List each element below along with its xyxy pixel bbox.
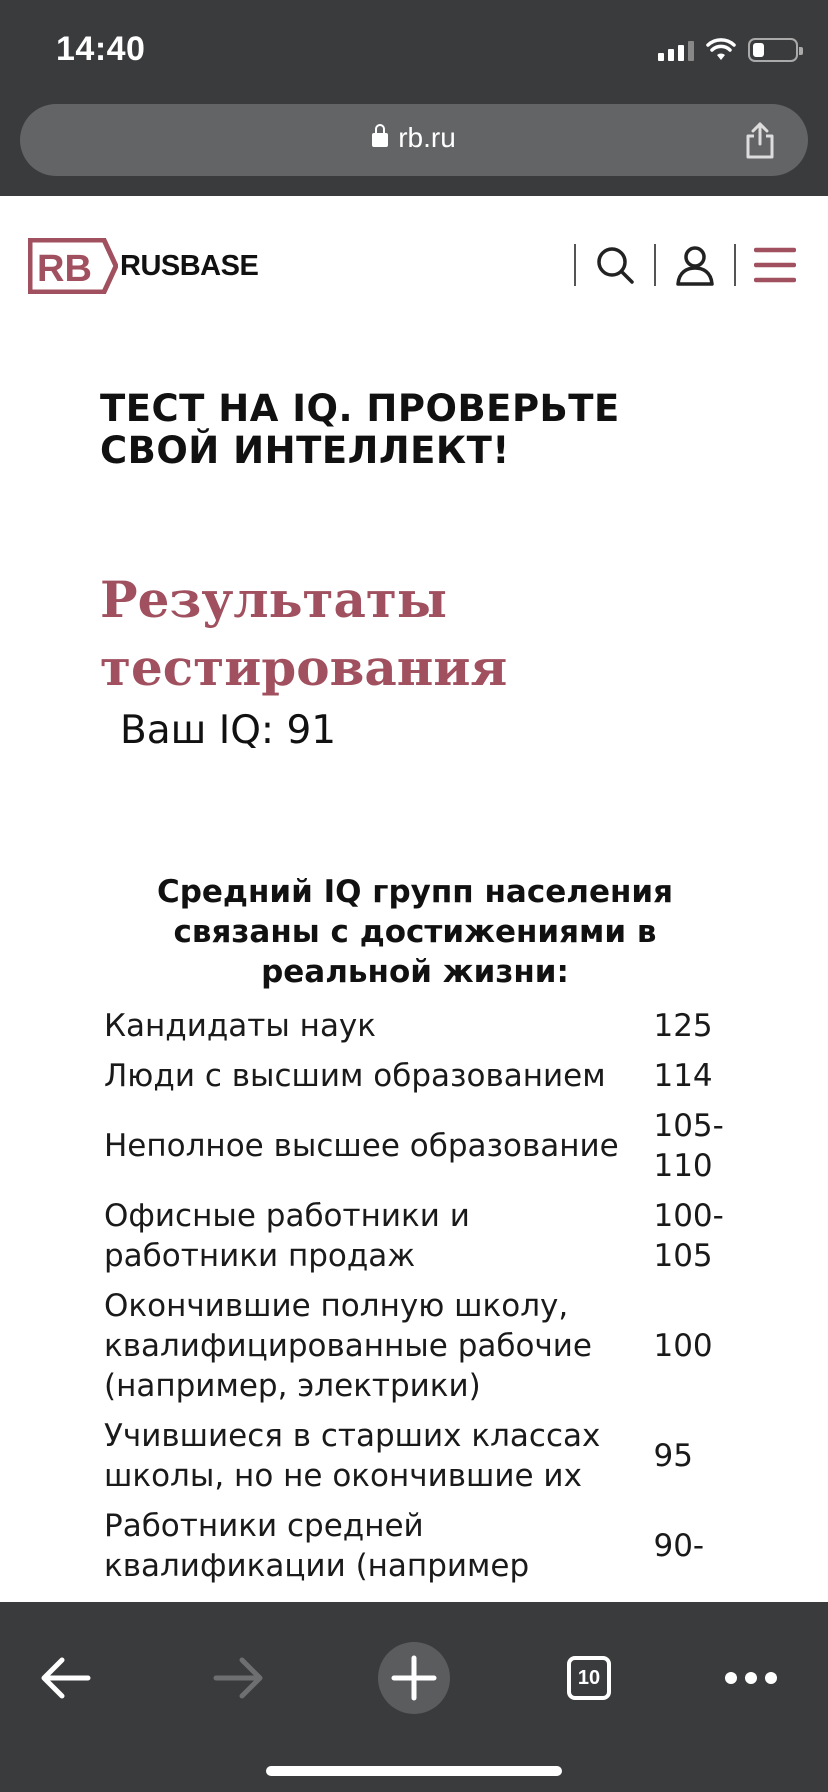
divider [574, 244, 576, 286]
status-time: 14:40 [56, 30, 146, 68]
your-iq-result: Ваш IQ: 91 [120, 708, 337, 753]
groups-title: Средний IQ групп населения связаны с достижениями в реальной жизни: [156, 874, 674, 990]
test-title: ТЕСТ НА IQ. ПРОВЕРЬТЕ СВОЙ ИНТЕЛЛЕКТ! [100, 387, 620, 472]
address-text[interactable] [20, 122, 808, 154]
url-label: rb.ru [398, 122, 456, 153]
divider [734, 244, 736, 286]
group-label: Кандидаты наук [104, 1008, 377, 1044]
group-iq-value: 114 [653, 1058, 713, 1094]
plus-circle [378, 1642, 450, 1714]
divider [654, 244, 656, 286]
group-label: Окончившие полную школу, квалифицированные рабочие (например, электрики) [104, 1288, 592, 1404]
table-row [104, 1106, 734, 1186]
svg-text:RB: RB [37, 248, 92, 290]
status-icons [658, 36, 798, 64]
menu-button[interactable] [750, 240, 800, 290]
table-row [104, 1286, 734, 1406]
back-button[interactable] [26, 1638, 106, 1718]
group-iq-value: 100 [653, 1328, 713, 1364]
forward-button[interactable] [198, 1638, 278, 1718]
browser-toolbar [0, 1602, 828, 1792]
table-row [104, 1196, 734, 1276]
account-button[interactable] [670, 240, 720, 290]
table-row [104, 1056, 734, 1096]
logo-text: RUSBASE [120, 249, 259, 282]
rb-logo-mark [28, 238, 118, 294]
arrow-right-icon [212, 1656, 264, 1700]
tabs-button[interactable] [549, 1638, 629, 1718]
group-label: Работники средней квалификации (например [104, 1508, 530, 1584]
lock-icon [372, 133, 388, 147]
table-row [104, 1416, 734, 1496]
table-row [104, 1006, 734, 1046]
results-title: Результаты тестирования [100, 570, 508, 697]
rusbase-logo[interactable] [28, 238, 258, 294]
new-tab-button[interactable] [374, 1638, 454, 1718]
table-row [104, 1506, 734, 1586]
group-iq-value: 100-105 [653, 1198, 724, 1274]
user-icon [675, 244, 715, 286]
group-iq-value: 90- [653, 1528, 705, 1564]
plus-icon [390, 1654, 438, 1702]
group-label: Учившиеся в старших классах школы, но не окончившие их [104, 1418, 601, 1494]
header-actions [560, 240, 800, 290]
tabs-count: 10 [567, 1656, 611, 1700]
group-label: Неполное высшее образование [104, 1128, 619, 1164]
home-indicator[interactable] [266, 1766, 562, 1776]
battery-icon [748, 38, 798, 62]
group-iq-value: 105-110 [653, 1108, 724, 1184]
search-icon [595, 245, 635, 285]
wifi-icon [706, 38, 736, 62]
cellular-signal-icon [658, 39, 694, 61]
arrow-left-icon [40, 1656, 92, 1700]
address-bar[interactable] [20, 104, 808, 176]
more-icon [723, 1670, 779, 1686]
share-icon[interactable] [742, 120, 778, 160]
more-button[interactable] [711, 1638, 791, 1718]
group-label: Люди с высшим образованием [104, 1058, 606, 1094]
group-label: Офисные работники и работники продаж [104, 1198, 470, 1274]
group-iq-value: 95 [653, 1438, 693, 1474]
group-iq-value: 125 [653, 1008, 713, 1044]
menu-icon [754, 245, 796, 285]
search-button[interactable] [590, 240, 640, 290]
browser-top-chrome [0, 0, 828, 196]
site-header [0, 196, 828, 316]
iq-groups-table [104, 996, 734, 1596]
